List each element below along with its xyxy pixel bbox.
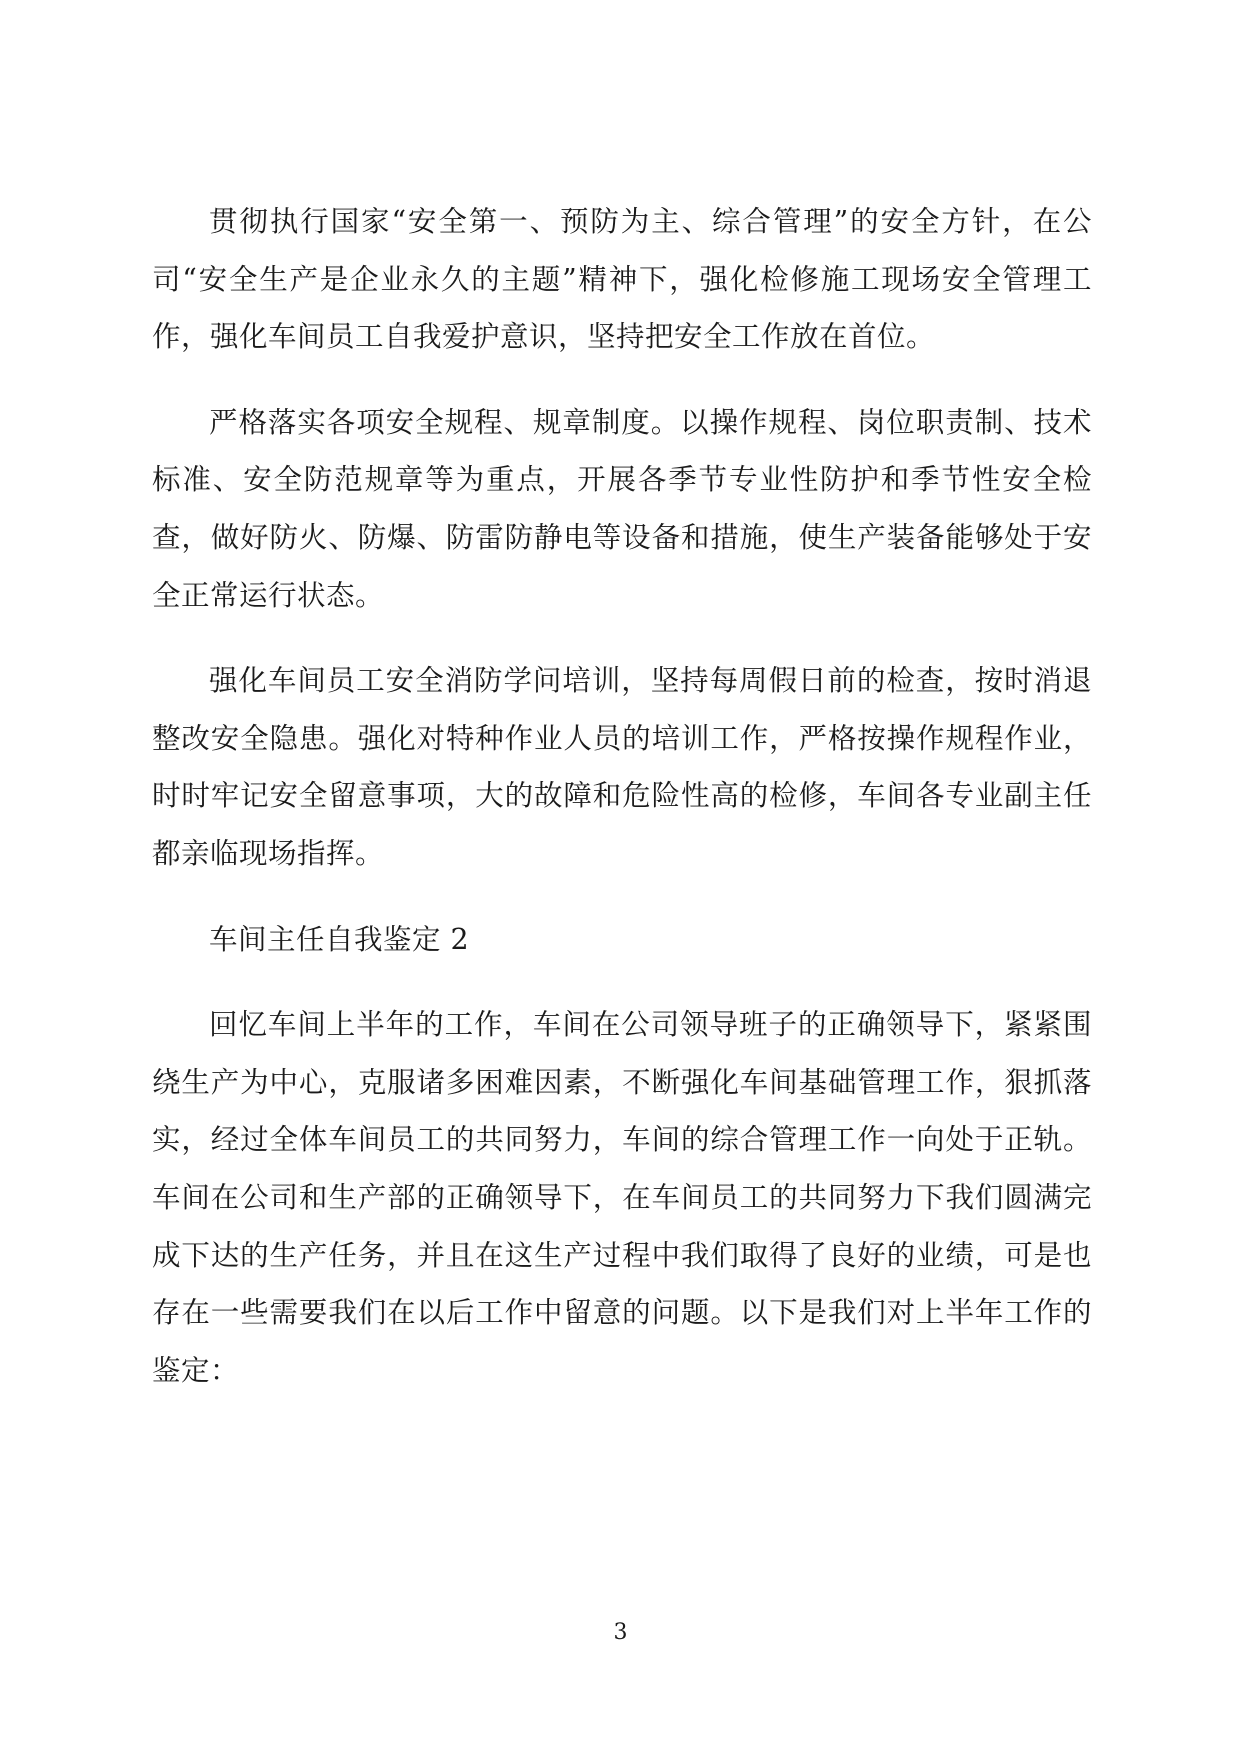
page-number: 3 (613, 1620, 628, 1645)
document-body (152, 193, 1092, 1399)
section-heading: 车间主任自我鉴定 2 (209, 922, 470, 956)
paragraph-half-year-review: 回忆车间上半年的工作，车间在公司领导班子的正确领导下，紧紧围绕生产为中心，克服诸多困难因素，不断强化车间基础管理工作，狠抓落实，经过全体车间员工的共同努力，车间的综合管理工作一向处于正轨。车间在公司和生产部的正确领导下，在车间员工的共同努力下我们圆满完成下达的生产任务，并且在这生产过程中我们取得了良好的业绩，可是也存在一些需要我们在以后工作中留意的问题。以下是我们对上半年工作的鉴定： (152, 1008, 1092, 1387)
paragraph-safety-training: 强化车间员工安全消防学问培训，坚持每周假日前的检查，按时消退整改安全隐患。强化对特种作业人员的培训工作，严格按操作规程作业，时时牢记安全留意事项，大的故障和危险性高的检修，车间各专业副主任都亲临现场指挥。 (152, 664, 1092, 870)
paragraph-safety-policy: 贯彻执行国家“安全第一、预防为主、综合管理”的安全方针，在公司“安全生产是企业永久的主题”精神下，强化检修施工现场安全管理工作，强化车间员工自我爱护意识，坚持把安全工作放在首位。 (152, 205, 1092, 354)
paragraph-safety-regulations: 严格落实各项安全规程、规章制度。以操作规程、岗位职责制、技术标准、安全防范规章等为重点，开展各季节专业性防护和季节性安全检查，做好防火、防爆、防雷防静电等设备和措施，使生产装备能够处于安全正常运行状态。 (152, 405, 1092, 612)
